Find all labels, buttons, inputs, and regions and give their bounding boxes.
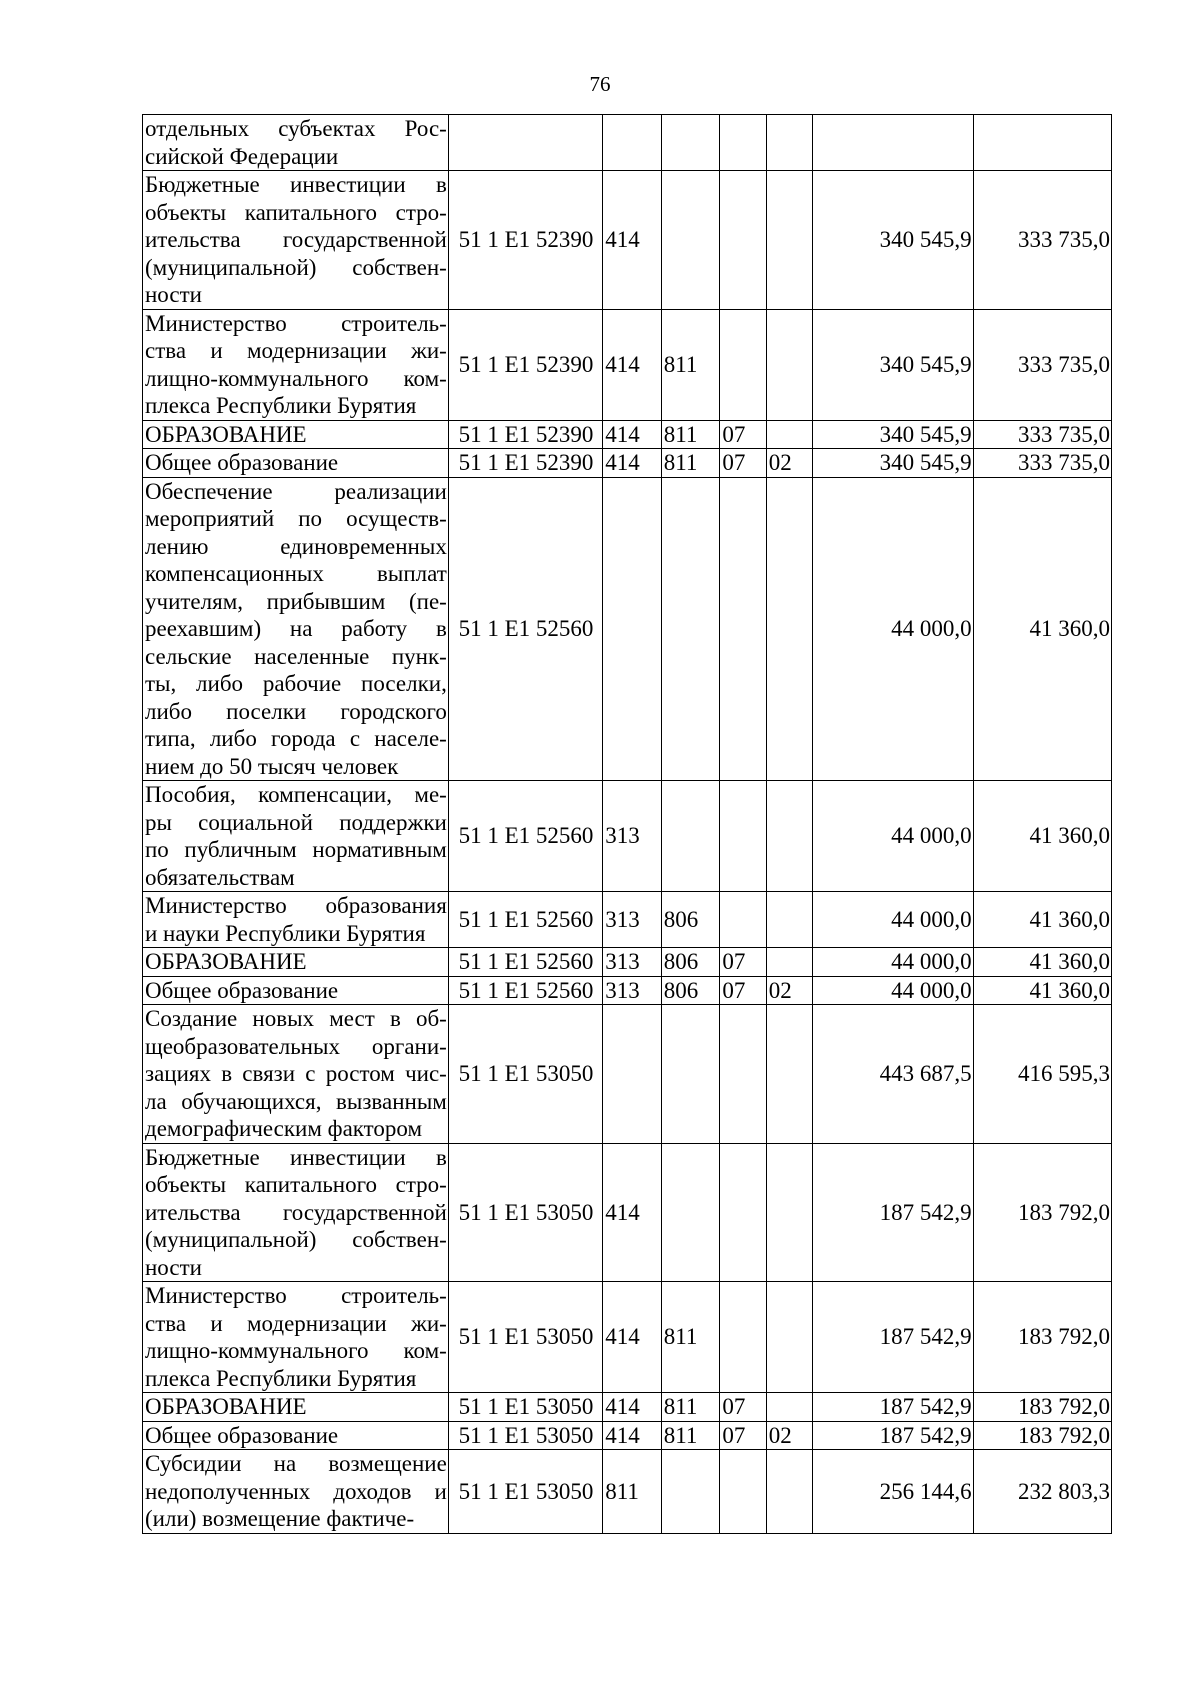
name-line: плекса Республики Бурятия [145, 1365, 417, 1391]
sum-2024-cell: 44 000,0 [813, 976, 973, 1005]
name-line: мероприятий по осуществ- [145, 506, 447, 531]
csr-cell: 51 1 Е1 53050 [448, 1450, 602, 1534]
pr-cell [766, 1005, 812, 1144]
name-line: отдельных субъектах Рос- [145, 116, 447, 141]
grbs-cell [661, 171, 720, 310]
grbs-cell: 811 [661, 1393, 720, 1422]
name-line: ры социальной поддержки [145, 809, 447, 835]
rz-cell [720, 892, 766, 948]
name-line: Общее образование [145, 977, 339, 1003]
pr-cell [766, 1143, 812, 1282]
name-line: и науки Республики Бурятия [145, 920, 426, 946]
sum-2024-cell: 256 144,6 [813, 1450, 973, 1534]
name-line: Общее образование [145, 450, 339, 475]
csr-cell: 51 1 Е1 53050 [448, 1393, 602, 1422]
pr-cell [766, 892, 812, 948]
table-row [143, 1450, 1112, 1534]
name-cell [143, 1450, 449, 1534]
table-row [143, 1282, 1112, 1393]
rz-cell: 07 [720, 420, 766, 449]
table-row [143, 1421, 1112, 1450]
csr-cell: 51 1 Е1 52390 [448, 309, 602, 420]
name-line: Министерство строитель- [145, 310, 447, 336]
name-cell [143, 976, 449, 1005]
csr-cell [448, 115, 602, 171]
name-line: Министерство строитель- [145, 1283, 447, 1308]
table-body [143, 115, 1112, 1534]
rz-cell: 07 [720, 449, 766, 478]
csr-cell: 51 1 Е1 52560 [448, 781, 602, 892]
sum-2024-cell: 340 545,9 [813, 309, 973, 420]
table-row [143, 1393, 1112, 1422]
sum-2025-cell: 41 360,0 [973, 781, 1111, 892]
sum-2024-cell: 44 000,0 [813, 781, 973, 892]
csr-cell: 51 1 Е1 52390 [448, 171, 602, 310]
vr-cell: 414 [603, 1421, 662, 1450]
table-row [143, 449, 1112, 478]
vr-cell: 414 [603, 171, 662, 310]
grbs-cell [661, 1005, 720, 1144]
table-row [143, 948, 1112, 977]
name-line: ла обучающихся, вызванным [145, 1088, 447, 1114]
sum-2025-cell: 41 360,0 [973, 948, 1111, 977]
pr-cell: 02 [766, 449, 812, 478]
name-cell [143, 449, 449, 478]
name-line: либо поселки городского [145, 698, 447, 724]
rz-cell: 07 [720, 976, 766, 1005]
pr-cell [766, 477, 812, 781]
sum-2025-cell: 333 735,0 [973, 171, 1111, 310]
csr-cell: 51 1 Е1 53050 [448, 1421, 602, 1450]
name-line: объекты капитального стро- [145, 1172, 447, 1197]
name-line: Общее образование [145, 1422, 339, 1448]
sum-2025-cell: 183 792,0 [973, 1421, 1111, 1450]
grbs-cell: 811 [661, 449, 720, 478]
table-row [143, 420, 1112, 449]
name-line: Обеспечение реализации [145, 478, 447, 504]
rz-cell: 07 [720, 1421, 766, 1450]
pr-cell [766, 781, 812, 892]
name-line: ства и модернизации жи- [145, 338, 447, 363]
name-line: демографическим фактором [145, 1116, 423, 1141]
grbs-cell [661, 781, 720, 892]
name-line: компенсационных выплат [145, 561, 447, 586]
name-cell [143, 115, 449, 171]
name-line: Создание новых мест в об- [145, 1006, 447, 1031]
vr-cell [603, 477, 662, 781]
rz-cell [720, 477, 766, 781]
table-row [143, 892, 1112, 948]
name-line: зациях в связи с ростом чис- [145, 1061, 447, 1086]
name-cell [143, 171, 449, 310]
rz-cell [720, 309, 766, 420]
sum-2024-cell: 44 000,0 [813, 892, 973, 948]
pr-cell [766, 309, 812, 420]
pr-cell: 02 [766, 976, 812, 1005]
sum-2025-cell: 416 595,3 [973, 1005, 1111, 1144]
csr-cell: 51 1 Е1 52390 [448, 420, 602, 449]
vr-cell: 414 [603, 449, 662, 478]
sum-2025-cell: 41 360,0 [973, 892, 1111, 948]
grbs-cell [661, 1450, 720, 1534]
csr-cell: 51 1 Е1 53050 [448, 1005, 602, 1144]
vr-cell: 414 [603, 1393, 662, 1422]
name-cell [143, 309, 449, 420]
name-cell [143, 477, 449, 781]
rz-cell [720, 781, 766, 892]
rz-cell [720, 1143, 766, 1282]
name-line: плекса Республики Бурятия [145, 393, 417, 418]
sum-2024-cell: 340 545,9 [813, 171, 973, 310]
vr-cell: 313 [603, 781, 662, 892]
pr-cell [766, 420, 812, 449]
name-line: Субсидии на возмещение [145, 1451, 447, 1476]
sum-2024-cell [813, 115, 973, 171]
vr-cell: 313 [603, 948, 662, 977]
name-cell [143, 1005, 449, 1144]
sum-2025-cell: 41 360,0 [973, 477, 1111, 781]
csr-cell: 51 1 Е1 52560 [448, 976, 602, 1005]
table-row [143, 1005, 1112, 1144]
name-line: реехавшим) на работу в [145, 616, 447, 641]
vr-cell: 313 [603, 976, 662, 1005]
sum-2024-cell: 187 542,9 [813, 1421, 973, 1450]
sum-2024-cell: 340 545,9 [813, 449, 973, 478]
sum-2025-cell: 333 735,0 [973, 420, 1111, 449]
name-cell [143, 948, 449, 977]
vr-cell: 414 [603, 1143, 662, 1282]
name-line: ительства государственной [145, 227, 447, 252]
sum-2025-cell: 41 360,0 [973, 976, 1111, 1005]
name-line: Бюджетные инвестиции в [145, 172, 447, 197]
sum-2025-cell: 183 792,0 [973, 1282, 1111, 1393]
vr-cell: 414 [603, 420, 662, 449]
csr-cell: 51 1 Е1 52560 [448, 892, 602, 948]
csr-cell: 51 1 Е1 52560 [448, 477, 602, 781]
grbs-cell [661, 115, 720, 171]
pr-cell [766, 171, 812, 310]
sum-2025-cell: 333 735,0 [973, 309, 1111, 420]
vr-cell: 414 [603, 1282, 662, 1393]
page-number: 76 [589, 72, 611, 96]
name-line: ительства государственной [145, 1199, 447, 1225]
name-line: нием до 50 тысяч человек [145, 753, 399, 779]
pr-cell [766, 1393, 812, 1422]
grbs-cell [661, 477, 720, 781]
name-cell [143, 1421, 449, 1450]
table-row [143, 781, 1112, 892]
name-line: ОБРАЗОВАНИЕ [145, 949, 307, 974]
name-line: ности [145, 282, 202, 307]
name-line: Пособия, компенсации, ме- [145, 782, 447, 807]
vr-cell [603, 115, 662, 171]
vr-cell: 811 [603, 1450, 662, 1534]
rz-cell: 07 [720, 948, 766, 977]
vr-cell: 313 [603, 892, 662, 948]
table-row [143, 1143, 1112, 1282]
rz-cell [720, 1282, 766, 1393]
name-line: объекты капитального стро- [145, 199, 447, 225]
grbs-cell: 806 [661, 892, 720, 948]
pr-cell [766, 1282, 812, 1393]
rz-cell: 07 [720, 1393, 766, 1422]
sum-2024-cell: 187 542,9 [813, 1143, 973, 1282]
csr-cell: 51 1 Е1 53050 [448, 1143, 602, 1282]
pr-cell: 02 [766, 1421, 812, 1450]
name-cell [143, 892, 449, 948]
table-row [143, 477, 1112, 781]
name-line: учителям, прибывшим (пе- [145, 588, 447, 614]
sum-2024-cell: 44 000,0 [813, 948, 973, 977]
name-line: лению единовременных [145, 533, 447, 559]
sum-2024-cell: 187 542,9 [813, 1393, 973, 1422]
table-row [143, 171, 1112, 310]
name-line: типа, либо города с населе- [145, 726, 447, 751]
sum-2025-cell [973, 115, 1111, 171]
name-cell [143, 1143, 449, 1282]
name-line: сийской Федерации [145, 143, 339, 169]
name-cell [143, 781, 449, 892]
grbs-cell: 806 [661, 976, 720, 1005]
csr-cell: 51 1 Е1 52560 [448, 948, 602, 977]
name-line: ности [145, 1254, 202, 1280]
name-line: по публичным нормативным [145, 837, 447, 862]
name-line: (или) возмещение фактиче- [145, 1506, 415, 1531]
csr-cell: 51 1 Е1 52390 [448, 449, 602, 478]
name-line: щеобразовательных органи- [145, 1033, 447, 1059]
name-line: обязательствам [145, 864, 295, 890]
name-line: ОБРАЗОВАНИЕ [145, 1394, 307, 1419]
name-line: (муниципальной) собствен- [145, 254, 447, 280]
grbs-cell: 811 [661, 1421, 720, 1450]
name-line: ты, либо рабочие поселки, [145, 671, 447, 696]
name-cell [143, 1282, 449, 1393]
grbs-cell: 811 [661, 420, 720, 449]
sum-2025-cell: 183 792,0 [973, 1393, 1111, 1422]
vr-cell [603, 1005, 662, 1144]
name-line: недополученных доходов и [145, 1478, 447, 1504]
sum-2025-cell: 333 735,0 [973, 449, 1111, 478]
grbs-cell: 811 [661, 309, 720, 420]
table-row [143, 309, 1112, 420]
name-line: Бюджетные инвестиции в [145, 1144, 447, 1170]
table-row [143, 976, 1112, 1005]
budget-table [142, 114, 1112, 1534]
name-line: ОБРАЗОВАНИЕ [145, 421, 307, 447]
sum-2024-cell: 44 000,0 [813, 477, 973, 781]
name-line: лищно-коммунального ком- [145, 1338, 447, 1363]
vr-cell: 414 [603, 309, 662, 420]
csr-cell: 51 1 Е1 53050 [448, 1282, 602, 1393]
rz-cell [720, 1450, 766, 1534]
pr-cell [766, 948, 812, 977]
grbs-cell: 806 [661, 948, 720, 977]
name-line: Министерство образования [145, 893, 447, 918]
sum-2025-cell: 232 803,3 [973, 1450, 1111, 1534]
name-line: (муниципальной) собствен- [145, 1227, 447, 1252]
grbs-cell: 811 [661, 1282, 720, 1393]
sum-2025-cell: 183 792,0 [973, 1143, 1111, 1282]
grbs-cell [661, 1143, 720, 1282]
pr-cell [766, 1450, 812, 1534]
sum-2024-cell: 340 545,9 [813, 420, 973, 449]
rz-cell [720, 1005, 766, 1144]
name-line: ства и модернизации жи- [145, 1310, 447, 1336]
name-cell [143, 420, 449, 449]
rz-cell [720, 115, 766, 171]
name-cell [143, 1393, 449, 1422]
rz-cell [720, 171, 766, 310]
sum-2024-cell: 187 542,9 [813, 1282, 973, 1393]
name-line: лищно-коммунального ком- [145, 365, 447, 391]
name-line: сельские населенные пунк- [145, 643, 447, 669]
table-row [143, 115, 1112, 171]
pr-cell [766, 115, 812, 171]
sum-2024-cell: 443 687,5 [813, 1005, 973, 1144]
